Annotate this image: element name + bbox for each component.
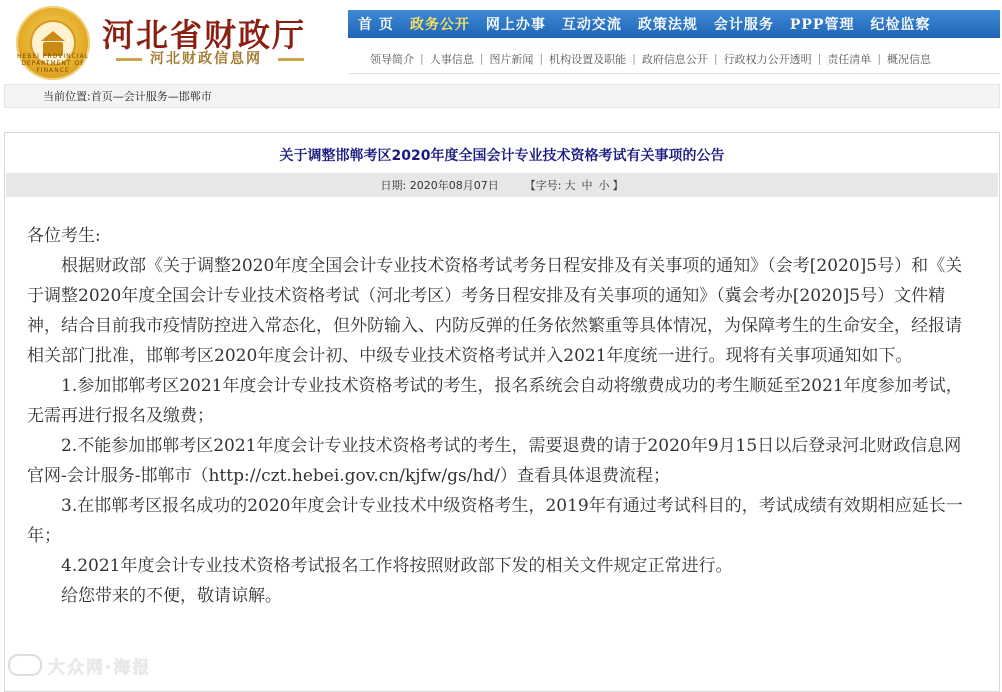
breadcrumb: [4, 84, 1000, 108]
watermark: [8, 652, 151, 678]
nav-item[interactable]: 网上办事: [485, 17, 546, 33]
subnav-separator: |: [632, 52, 636, 65]
nav-item[interactable]: 首 页: [358, 17, 394, 33]
article-paragraph: 给您带来的不便，敬请谅解。: [61, 586, 282, 606]
article-paragraph: 1.参加邯郸考区2021年度会计专业技术资格考试的考生，报名系统会自动将缴费成功的考生顺延至2021年度参加考试，无需再进行报名及缴费；: [27, 376, 963, 426]
subnav-item[interactable]: 责任清单: [827, 52, 872, 66]
font-size-small-button[interactable]: 小: [598, 179, 610, 192]
subtitle-decor-left: [116, 58, 142, 61]
nav-item[interactable]: 政务公开: [409, 17, 470, 33]
article-panel: [4, 132, 1000, 692]
subnav-separator: |: [877, 52, 882, 65]
subnav-separator: |: [817, 52, 822, 65]
subnav-item[interactable]: 领导简介: [370, 52, 414, 66]
subnav-item[interactable]: 概况信息: [887, 52, 932, 66]
subnav-separator: |: [420, 52, 424, 65]
nav-item[interactable]: 会计服务: [713, 17, 774, 33]
emblem-icon: [16, 6, 90, 80]
subnav-item[interactable]: 政府信息公开: [641, 52, 708, 66]
subnav-item[interactable]: 人事信息: [429, 52, 474, 66]
nav-item[interactable]: PPP管理: [789, 17, 855, 33]
breadcrumb-text[interactable]: 当前位置:首页—会计服务—邯郸市: [43, 90, 212, 103]
nav-item[interactable]: 政策法规: [637, 17, 698, 33]
site-subtitle: 河北财政信息网: [150, 51, 262, 67]
subnav-item[interactable]: 机构设置及职能: [549, 52, 627, 66]
article-meta-bar: [6, 173, 998, 197]
nav-item[interactable]: 纪检监察: [870, 17, 931, 33]
article-paragraph: 2.不能参加邯郸考区2021年度会计专业技术资格考试的考生，需要退费的请于2020年9月15日以后登录河北财政信息网官网-会计服务-邯郸市（http://czt.hebei.gov.cn/kjfw/gs/hd/）查看具体退费流程；: [27, 436, 962, 486]
font-size-label: 【字号:: [524, 179, 562, 192]
sub-nav: [348, 44, 1000, 74]
article-date: 日期: 2020年08月07日: [380, 179, 499, 192]
site-title: 河北省财政厅: [102, 16, 307, 54]
building-roof-icon: [41, 31, 65, 41]
article-paragraph: 根据财政部《关于调整2020年度全国会计专业技术资格考试考务日程安排及有关事项的通知》（会考[2020]5号）和《关于调整2020年度全国会计专业技术资格考试（河北考区）考务日程安排及有关事项的通知》（冀会考办[2020]5号）文件精神，结合目前我市疫情防控进入常态化，但外防输入、内防反弹的任务依然繁重等具体情况，为保障考生的生命安全，经报请相关部门批准，邯郸考区2020年度会计初、中级专业技术资格考试并入2021年度统一进行。现将有关事项通知如下。: [27, 256, 963, 366]
site-logo[interactable]: [16, 6, 90, 80]
nav-item[interactable]: 互动交流: [561, 17, 622, 33]
subnav-item[interactable]: 图片新闻: [489, 52, 534, 66]
subtitle-decor-right: [278, 58, 304, 61]
main-nav: [348, 10, 1000, 38]
article-body: [27, 221, 975, 611]
article-paragraph: 3.在邯郸考区报名成功的2020年度会计专业技术中级资格考生，2019年有通过考试科目的，考试成绩有效期相应延长一年；: [27, 496, 963, 546]
font-size-large-button[interactable]: 大: [564, 179, 576, 192]
font-size-close: 】: [612, 179, 624, 192]
logo-ring-text: HEBEI PROVINCIAL DEPARTMENT OF FINANCE: [16, 53, 90, 74]
watermark-text: 大众网·海报: [48, 657, 152, 678]
article-paragraph: 4.2021年度会计专业技术资格考试报名工作将按照财政部下发的相关文件规定正常进行。: [61, 556, 733, 576]
font-size-medium-button[interactable]: 中: [581, 179, 593, 192]
subnav-separator: |: [479, 52, 484, 65]
watermark-logo-icon: [8, 654, 42, 676]
article-title: 关于调整邯郸考区2020年度全国会计专业技术资格考试有关事项的公告: [279, 148, 725, 164]
subnav-item[interactable]: 行政权力公开透明: [723, 52, 812, 66]
article-greeting: 各位考生:: [27, 226, 101, 246]
subnav-separator: |: [539, 52, 544, 65]
subnav-separator: |: [713, 52, 718, 65]
